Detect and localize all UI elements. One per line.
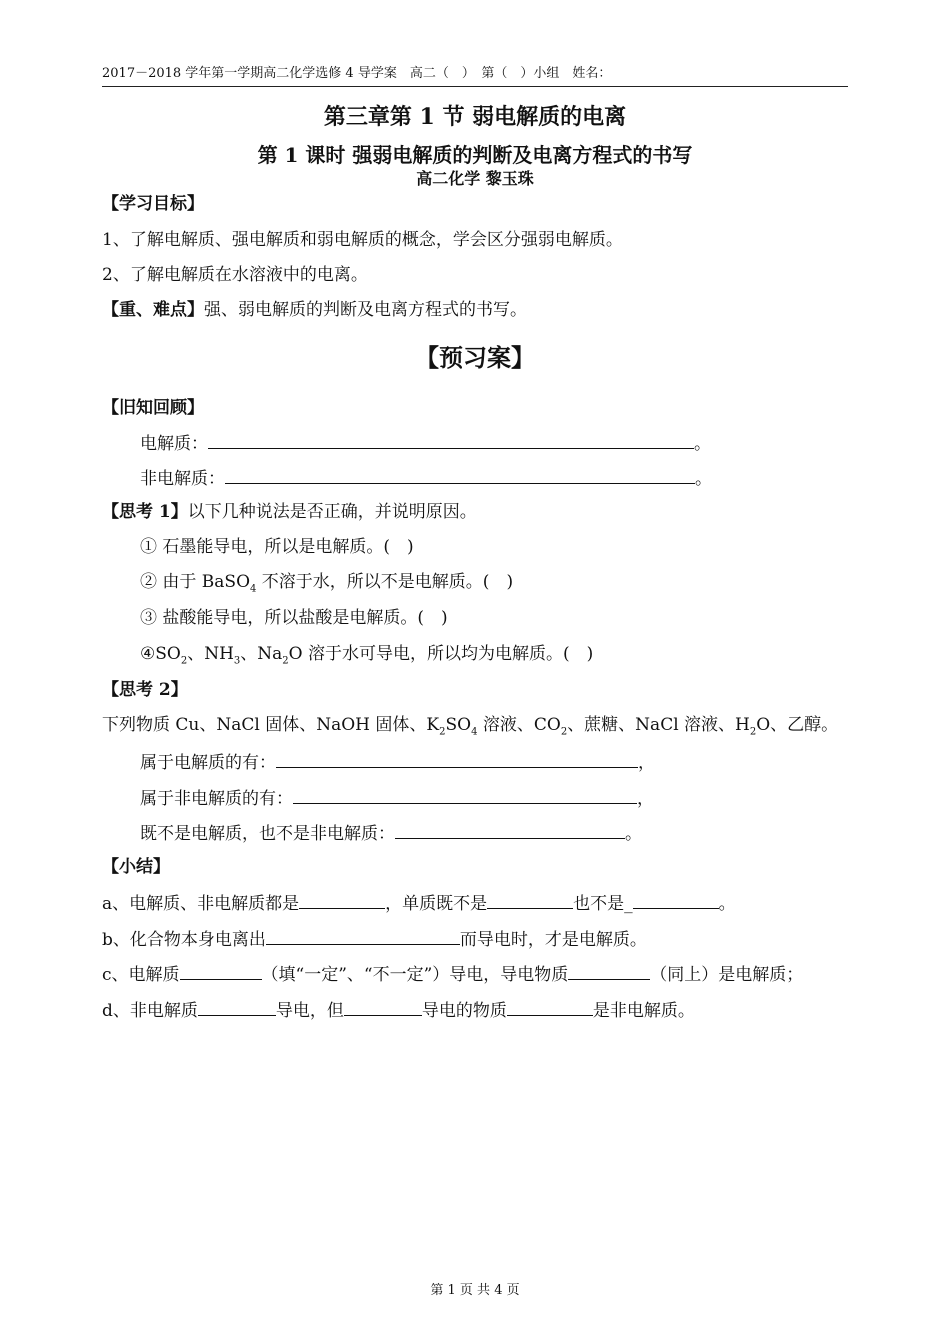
key-points-text: 强、弱电解质的判断及电离方程式的书写。 (204, 300, 527, 320)
review-electrolyte-label: 电解质： (140, 434, 208, 454)
think2-answer-3: 既不是电解质，也不是非电解质： 。 (140, 820, 642, 846)
review-non-electrolyte-label: 非电解质： (140, 469, 225, 489)
think1-q4: $④SO_2$、$NH_3$、$Na_2O$ 溶于水可导电，所以均为电解质。( ) (140, 644, 594, 667)
answer-blank[interactable] (299, 890, 385, 909)
lesson-title: 第 1 课时 强弱电解质的判断及电离方程式的书写 (257, 143, 693, 167)
review-electrolyte: 电解质： 。 (140, 430, 711, 456)
think1-label: 【思考 1】 (102, 502, 188, 522)
answer-blank[interactable] (568, 961, 650, 980)
summary-a: a、电解质、非电解质都是 ，单质既不是 也不是_ 。 (102, 890, 736, 916)
think2-label: 【思考 2】 (102, 680, 188, 700)
answer-blank[interactable] (344, 997, 422, 1016)
summary-d: d、非电解质 导电，但 导电的物质 是非电解质。 (102, 997, 695, 1023)
think2-substances: 下列物质 Cu、NaCl 固体、NaOH 固体、$K_2SO_4$ 溶液、$CO_2$、蔗糖、NaCl 溶液、$H_2O$、乙醇。 (102, 715, 839, 738)
think1-q2: ② 由于 BaSO$_4$ 不溶于水，所以不是电解质。( ) (140, 572, 514, 595)
objective-2: 2、了解电解质在水溶液中的电离。 (102, 265, 368, 285)
page-footer: 第 1 页 共 4 页 (430, 1283, 520, 1298)
think1-prompt: 以下几种说法是否正确，并说明原因。 (187, 502, 477, 522)
answer-blank[interactable] (266, 926, 460, 945)
answer-blank[interactable] (293, 785, 637, 804)
chapter-title: 第三章第 1 节 弱电解质的电离 (323, 104, 627, 130)
think1-q1: ① 石墨能导电，所以是电解质。( ) (140, 537, 414, 557)
objectives-heading: 【学习目标】 (102, 194, 204, 214)
summary-c: c、电解质 （填“一定”、“不一定”）导电，导电物质 （同上）是电解质； (102, 961, 803, 987)
author-line: 高二化学 黎玉珠 (416, 169, 534, 188)
summary-b: b、化合物本身电离出 而导电时，才是电解质。 (102, 926, 647, 952)
objective-1: 1、了解电解质、强电解质和弱电解质的概念，学会区分强弱电解质。 (102, 230, 623, 250)
review-non-electrolyte: 非电解质： 。 (140, 465, 712, 491)
answer-blank[interactable] (633, 890, 719, 909)
answer-blank[interactable] (487, 890, 573, 909)
answer-blank[interactable] (225, 465, 695, 484)
think2-answer-2: 属于非电解质的有： ， (140, 785, 654, 811)
preview-heading: 【预习案】 (415, 343, 535, 372)
answer-blank[interactable] (198, 997, 276, 1016)
key-points-label: 【重、难点】 (102, 300, 204, 320)
think1-line (102, 500, 477, 524)
answer-blank[interactable] (507, 997, 593, 1016)
think1-q3: ③ 盐酸能导电，所以盐酸是电解质。( ) (140, 608, 448, 628)
key-points (102, 298, 527, 322)
summary-heading: 【小结】 (102, 857, 170, 877)
answer-blank[interactable] (208, 430, 694, 449)
page-header: 2017－2018 学年第一学期高二化学选修 4 导学案 高二（ ） 第（ ）小组 姓名： (102, 64, 848, 87)
review-heading: 【旧知回顾】 (102, 398, 204, 418)
answer-blank[interactable] (180, 961, 262, 980)
think2-answer-1: 属于电解质的有： ， (140, 749, 655, 775)
answer-blank[interactable] (395, 820, 625, 839)
answer-blank[interactable] (276, 749, 638, 768)
